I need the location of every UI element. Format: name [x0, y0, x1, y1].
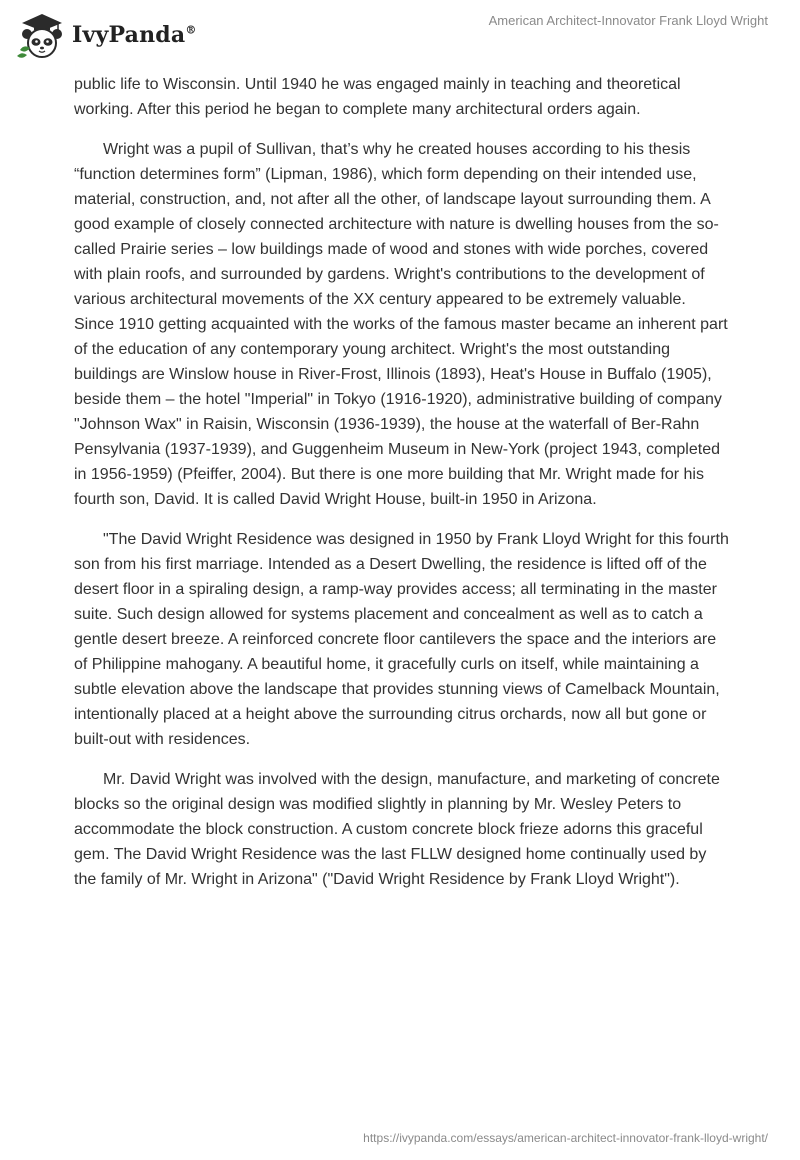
- page-header: [0, 0, 800, 70]
- paragraph-4: Mr. David Wright was involved with the design, manufacture, and marketing of concrete blocks so the original design was modified slightly in planning by Mr. Wesley Peters to accommodate the block construction. A custom concrete block frieze adorns this graceful gem. The David Wright Residence was the last FLLW designed home continually used by the family of Mr. Wright in Arizona" ("David Wright Residence by Frank Lloyd Wright").: [74, 771, 720, 888]
- paragraph-2: Wright was a pupil of Sullivan, that’s why he created houses according to his thesis “function determines form” (Lipman, 1986), which form depending on their intended use, material, construction, and, not after all the other, of landscape layout surrounding them. A good example of closely connected architecture with nature is dwelling houses from the so-called Prairie series – low buildings made of wood and stones with wide porches, covered with plain roofs, and surrounded by gardens. Wright's contributions to the development of various architectural movements of the XX century appeared to be extremely valuable. Since 1910 getting acquainted with the works of the famous master became an inherent part of the education of any contemporary young architect. Wright's the most outstanding buildings are Winslow house in River-Frost, Illinois (1893), Heat's House in Buffalo (1905), beside them – the hotel "Imperial" in Tokyo (1916-1920), administrative building of company "Johnson Wax" in Raisin, Wisconsin (1936-1939), the house at the waterfall of Ber-Rahn Pensylvania (1937-1939), and Guggenheim Museum in New-York (project 1943, completed in 1956-1959) (Pfeiffer, 2004). But there is one more building that Mr. Wright made for his fourth son, David. It is called David Wright House, built-in 1950 in Arizona.: [74, 141, 728, 508]
- essay-body: [74, 72, 729, 907]
- registered-mark: ®: [185, 23, 197, 37]
- paragraph-3: "The David Wright Residence was designed in 1950 by Frank Lloyd Wright for this fourth son from his first marriage. Intended as a Desert Dwelling, the residence is lifted off of the desert floor in a spiraling design, a ramp-way provides access; all terminating in the master suite. Such design allowed for systems placement and concealment as well as to catch a gentle desert breeze. A reinforced concrete floor cantilevers the space and the interiors are of Philippine mahogany. A beautiful home, it gracefully curls on itself, while maintaining a subtle elevation above the landscape that provides stunning views of Camelback Mountain, intentionally placed at a height above the surrounding citrus orchards, now all but gone or built-out with residences.: [74, 531, 729, 748]
- panda-logo-icon: [14, 10, 68, 60]
- source-url[interactable]: https://ivypanda.com/essays/american-architect-innovator-frank-lloyd-wright/: [363, 1131, 768, 1145]
- brand-name: [72, 22, 197, 48]
- brand-text: IvyPanda: [72, 22, 186, 48]
- document-title: American Architect-Innovator Frank Lloyd Wright: [488, 13, 768, 28]
- ivypanda-logo[interactable]: [14, 10, 197, 60]
- paragraph-1: public life to Wisconsin. Until 1940 he was engaged mainly in teaching and theoretical working. After this period he began to complete many architectural orders again.: [74, 76, 681, 118]
